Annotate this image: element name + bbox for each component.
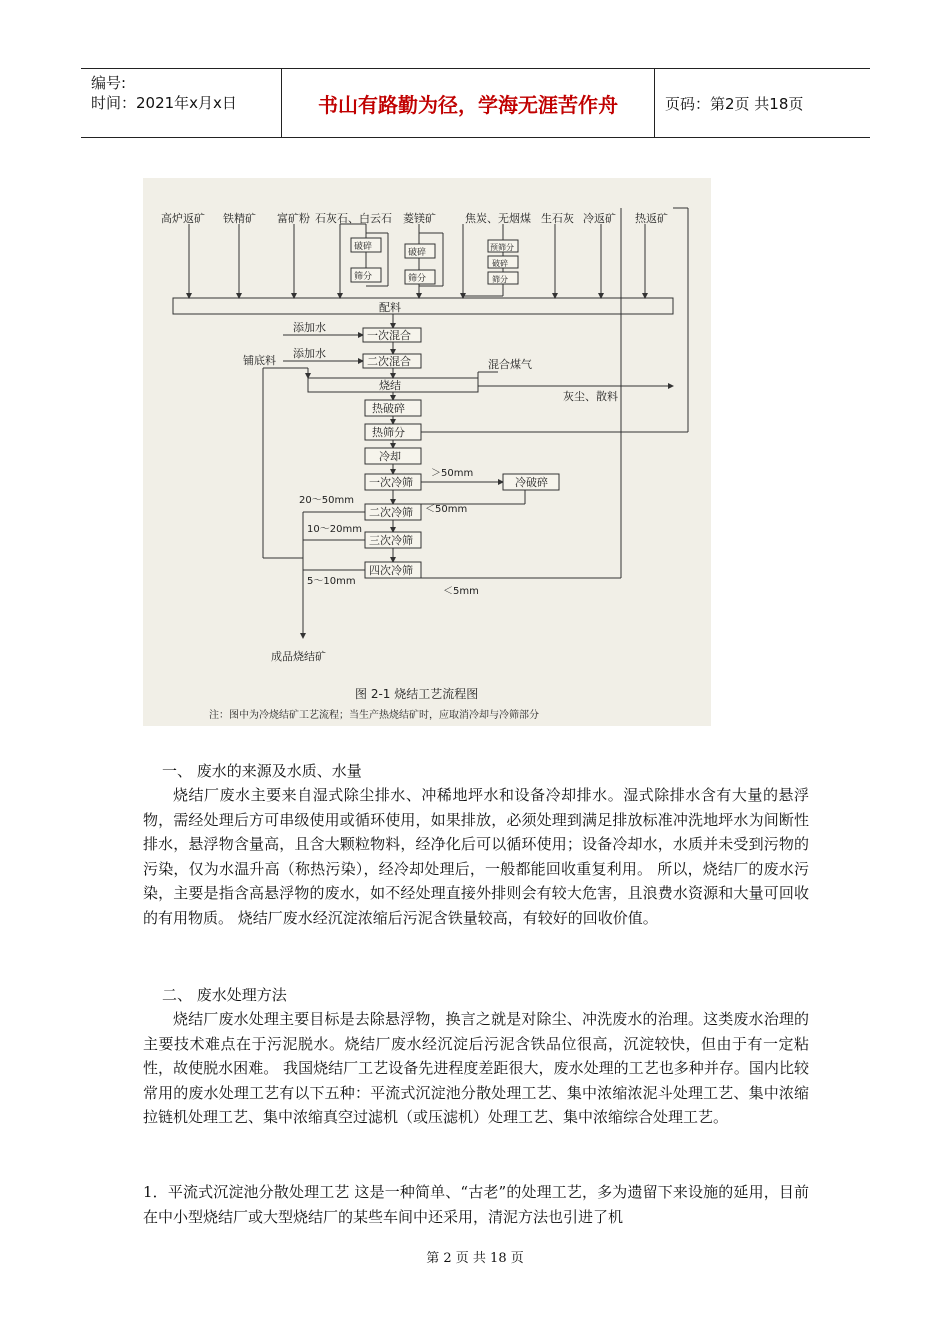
page-header	[81, 68, 870, 138]
material-label: 菱镁矿	[403, 212, 436, 225]
lt50-label: ＜50mm	[425, 504, 468, 515]
material-label: 焦炭、无烟煤	[465, 212, 531, 225]
material-label: 石灰石、白云石	[315, 212, 392, 225]
cold-screen-4-label: 四次冷筛	[369, 564, 413, 577]
product-label: 成品烧结矿	[271, 650, 326, 663]
hot-crush-label: 热破碎	[372, 402, 405, 415]
screen-label: 筛分	[408, 274, 427, 284]
lt5-label: ＜5mm	[443, 586, 479, 597]
add-water-label: 添加水	[293, 347, 326, 360]
header-motto: 书山有路勤为径，学海无涯苦作舟	[281, 69, 655, 137]
page-footer: 第 2 页 共 18 页	[426, 1251, 524, 1266]
mix-2-label: 二次混合	[367, 355, 411, 368]
gt50-label: ＞50mm	[431, 468, 474, 479]
header-time: 时间：2021年x月x日	[91, 94, 237, 112]
material-label: 生石灰	[541, 212, 574, 225]
cooling-label: 冷却	[379, 450, 401, 463]
pre-screen-label: 预筛分	[490, 243, 514, 252]
header-left	[81, 69, 281, 141]
range-5-10-label: 5～10mm	[307, 576, 356, 587]
add-water-label: 添加水	[293, 321, 326, 334]
cold-crush-label: 冷破碎	[515, 476, 548, 489]
section-1-paragraph: 烧结厂废水主要来自湿式除尘排水、冲稀地坪水和设备冷却排水。湿式除排水含有大量的悬浮物，需经处理后方可串级使用或循环使用，如果排放，必须处理到满足排放标准冲洗地坪水为间断性排水，悬浮物含量高，且含大颗粒物料，经净化后可以循环使用；设备冷却水，水质并未受到污物的污染，仅为水温升高（称热污染），经冷却处理后，一般都能回收重复利用。 所以，烧结厂的废水污染，主要是指含高悬浮物的废水，如不经处理直接外排则会有较大危害，且浪费水资源和大量可回收的有用物质。 烧结厂废水经沉淀浓缩后污泥含铁量较高，有较好的回收价值。	[143, 786, 809, 927]
material-label: 铁精矿	[223, 212, 256, 225]
cold-screen-2-label: 二次冷筛	[369, 506, 413, 519]
hot-screen-label: 热筛分	[372, 426, 405, 439]
flowchart-svg	[143, 178, 711, 726]
range-20-50-label: 20～50mm	[299, 495, 354, 506]
screen-label: 筛分	[354, 272, 373, 282]
mixed-gas-label: 混合煤气	[488, 358, 532, 371]
mix-1-label: 一次混合	[367, 329, 411, 342]
batching-label: 配料	[379, 301, 401, 314]
dust-label: 灰尘、散料	[563, 390, 618, 403]
screen-label: 筛分	[492, 275, 508, 284]
flowchart-figure	[143, 178, 711, 726]
header-page-info: 页码：第2页 共18页	[665, 94, 804, 113]
crush-label: 破碎	[492, 259, 508, 268]
crush-label: 破碎	[354, 242, 373, 252]
header-id-label: 编号:	[91, 74, 127, 92]
sinter-label: 烧结	[379, 379, 401, 392]
range-10-20-label: 10～20mm	[307, 524, 362, 535]
material-label: 富矿粉	[277, 212, 310, 225]
figure-note: 注：图中为冷烧结矿工艺流程；当生产热烧结矿时，应取消冷却与冷筛部分	[209, 710, 539, 721]
material-label: 热返矿	[635, 212, 668, 225]
crush-label: 破碎	[408, 248, 427, 258]
material-label: 高炉返矿	[161, 212, 205, 225]
section-3-paragraph: 1．平流式沉淀池分散处理工艺 这是一种简单、“古老”的处理工艺，多为遗留下来设施的延用，目前在中小型烧结厂或大型烧结厂的某些车间中还采用，清泥方法也引进了机	[143, 1183, 809, 1226]
figure-caption: 图 2-1 烧结工艺流程图	[355, 687, 479, 701]
section-2-paragraph: 烧结厂废水处理主要目标是去除悬浮物，换言之就是对除尘、冲洗废水的治理。这类废水治理的主要技术难点在于污泥脱水。烧结厂废水经沉淀后污泥含铁品位很高，沉淀较快，但由于有一定粘性，故使脱水困难。 我国烧结厂工艺设备先进程度差距很大，废水处理的工艺也多种并存。国内比较常用的废水处理工艺有以下五种：平流式沉淀池分散处理工艺、集中浓缩浓泥斗处理工艺、集中浓缩拉链机处理工艺、集中浓缩真空过滤机（或压滤机）处理工艺、集中浓缩综合处理工艺。	[143, 1010, 809, 1126]
material-label: 冷返矿	[583, 212, 616, 225]
section-1-title: 一、 废水的来源及水质、水量	[162, 762, 362, 780]
cold-screen-1-label: 一次冷筛	[369, 476, 413, 489]
bedding-label: 铺底料	[243, 354, 276, 367]
section-2-title: 二、 废水处理方法	[162, 986, 287, 1004]
cold-screen-3-label: 三次冷筛	[369, 534, 413, 547]
